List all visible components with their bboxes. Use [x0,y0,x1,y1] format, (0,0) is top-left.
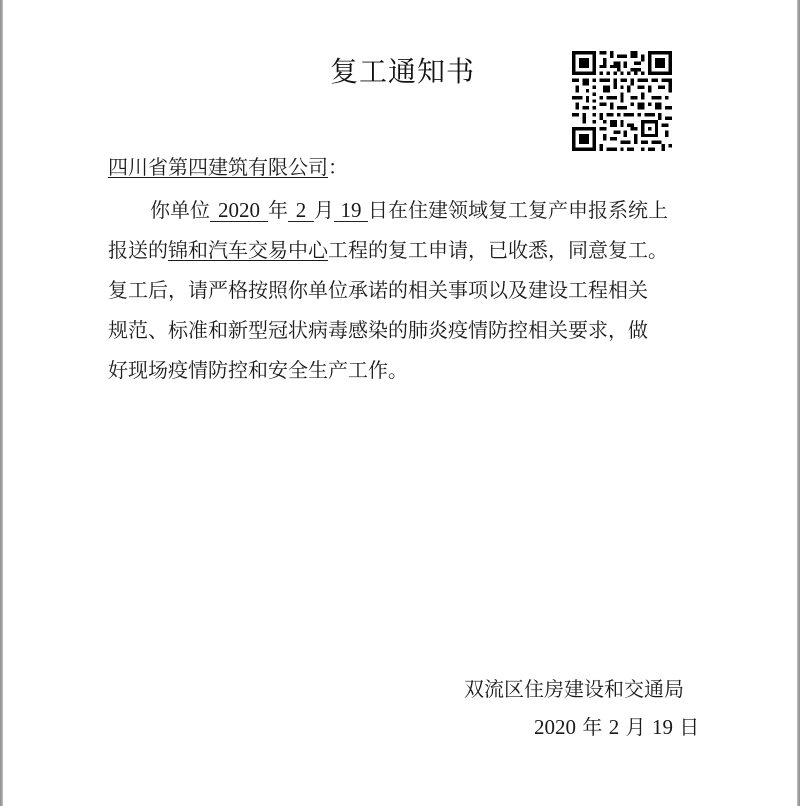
addressee-line [108,152,348,182]
issue-day: 19 [651,715,673,739]
body-prefix: 你单位 [150,198,210,222]
body-line-4: 规范、标准和新型冠状病毒感染的肺炎疫情防控相关要求，做 [108,318,648,342]
body-line-1 [108,190,708,230]
notice-body [108,190,708,390]
month-unit: 月 [314,198,334,222]
addressee-colon: ： [328,155,348,179]
filled-month: 2 [288,199,314,222]
body-line-3: 复工后，请严格按照你单位承诺的相关事项以及建设工程相关 [108,278,648,302]
day-unit-text: 日在住建领域复工复产申报系统上 [368,198,668,222]
issuing-organization: 双流区住房建设和交通局 [464,677,684,701]
addressee-name: 四川省第四建筑有限公司 [108,155,328,179]
issue-year: 2020 [534,715,576,739]
issue-month: 2 [608,715,620,739]
line2-suffix: 工程的复工申请，已收悉，同意复工。 [328,238,668,262]
filled-year: 2020 [210,199,268,222]
issue-month-unit: 月 [625,715,646,739]
qr-code-icon [569,51,675,151]
body-line-2 [108,230,708,270]
document-title: 复工通知书 [330,55,476,88]
year-unit: 年 [268,198,288,222]
issue-year-unit: 年 [582,715,603,739]
issue-day-unit: 日 [679,715,700,739]
body-line-5: 好现场疫情防控和安全生产工作。 [108,358,408,382]
issue-date [534,712,699,742]
filled-day: 19 [334,199,368,222]
project-name: 锦和汽车交易中心 [168,238,328,262]
line2-prefix: 报送的 [108,238,168,262]
page-edge-left [0,0,3,806]
